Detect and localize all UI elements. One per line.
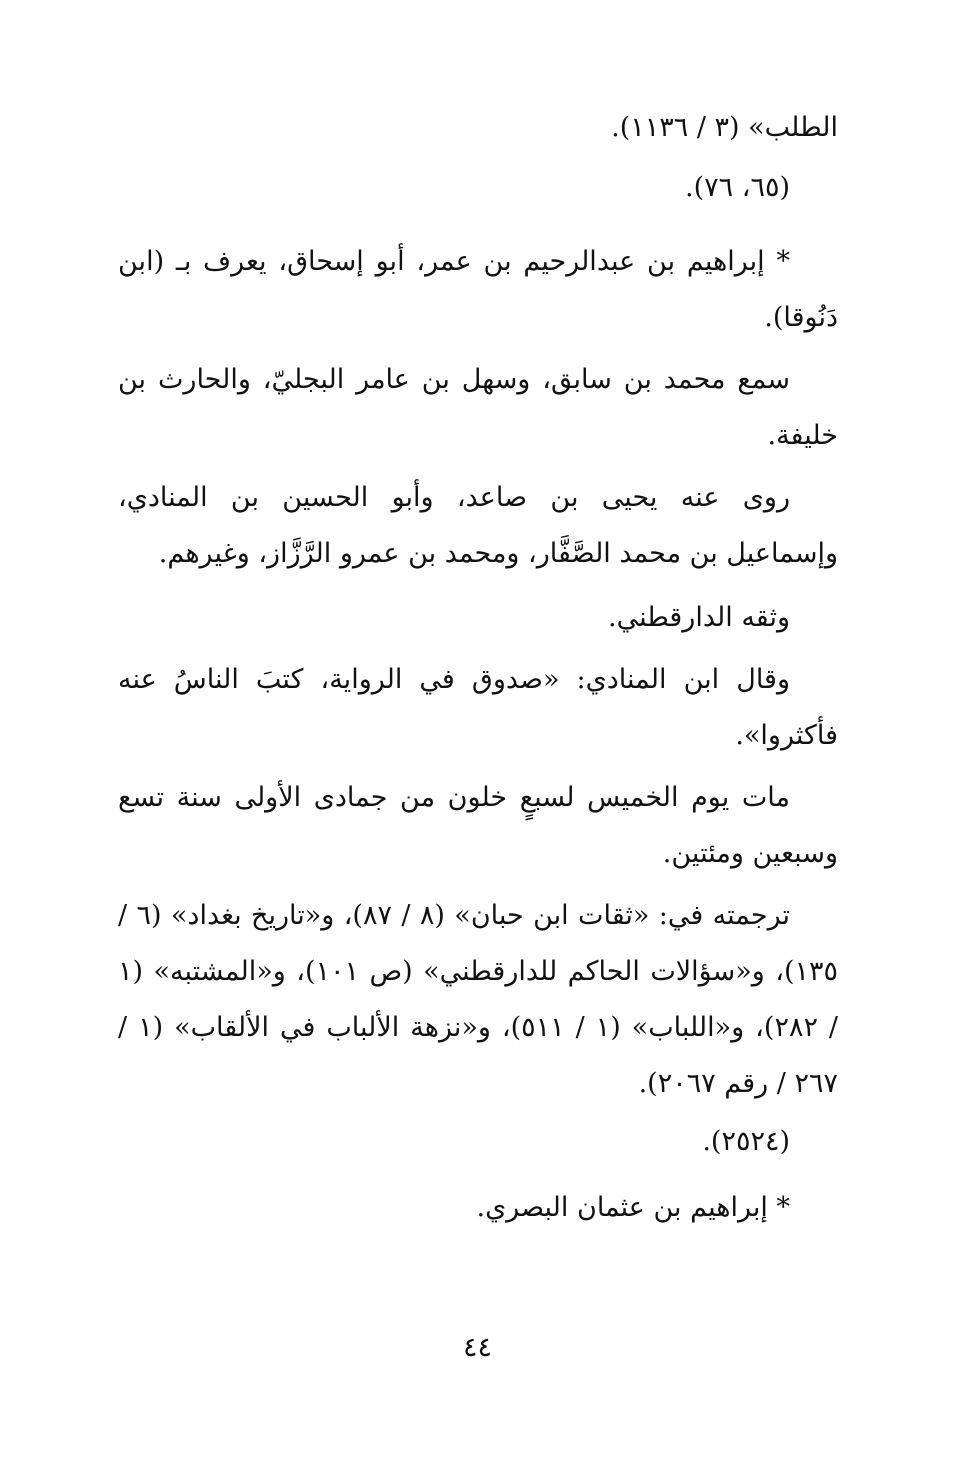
paragraph-students: روى عنه يحيى بن صاعد، وأبو الحسين بن المنادي، وإسماعيل بن محمد الصَّفَّار، ومحمد بن عمرو الرَّزَّاز، وغيرهم.	[118, 482, 838, 569]
paragraph-entry-heading-ibrahim-ibn-uthman: * إبراهيم بن عثمان البصري.	[476, 1192, 790, 1223]
paragraph-biography-sources: ترجمته في: «ثقات ابن حبان» (٨ / ٨٧)، و«تاريخ بغداد» (٦ / ١٣٥)، و«سؤالات الحاكم للدارقطني» (ص ١٠١)، و«المشتبه» (١ / ٢٨٢)، و«اللباب» (١ / ٥١١)، و«نزهة الألباب في الألقاب» (١ / ٢٦٧ / رقم ٢٠٦٧).	[118, 900, 839, 1099]
paragraph-death-date: مات يوم الخميس لسبعٍ خلون من جمادى الأولى سنة تسع وسبعين ومئتين.	[118, 782, 838, 869]
paragraph-entry-number: (٢٥٢٤).	[702, 1126, 790, 1157]
paragraph-citation-continuation: الطلب» (٣ / ١١٣٦).	[611, 112, 838, 143]
paragraph-ibn-munadi-quote: وقال ابن المنادي: «صدوق في الرواية، كتبَ الناسُ عنه فأكثروا».	[118, 664, 838, 751]
page-number: ٤٤	[462, 1332, 492, 1363]
paragraph-teachers: سمع محمد بن سابق، وسهل بن عامر البجليّ، والحارث بن خليفة.	[118, 364, 838, 451]
paragraph-reference-numbers: (٦٥، ٧٦).	[685, 172, 790, 203]
paragraph-authentication: وثقه الدارقطني.	[608, 602, 790, 633]
paragraph-entry-heading-ibrahim-ibn-abdulrahim: * إبراهيم بن عبدالرحيم بن عمر، أبو إسحاق، يعرف بـ (ابن دَنُوقا).	[118, 246, 838, 333]
